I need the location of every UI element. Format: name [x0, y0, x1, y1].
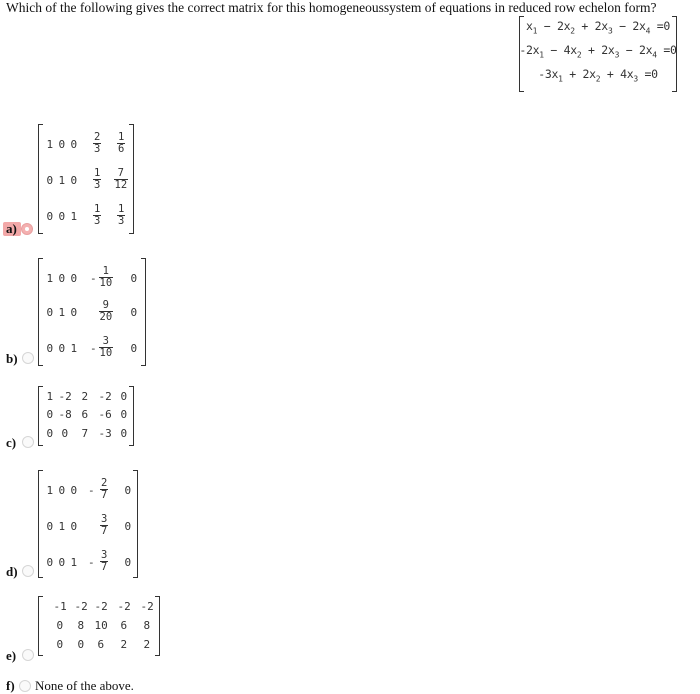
option-b-matrix — [38, 258, 146, 366]
matrix-left-bracket — [38, 596, 43, 656]
matrix-entry: 0 — [70, 272, 78, 285]
denominator: 3 — [94, 215, 101, 227]
matrix-entry: 0 — [46, 427, 54, 440]
matrix-entry: 6 — [120, 619, 128, 632]
option-e-matrix — [38, 596, 160, 656]
option-e-radio[interactable] — [22, 649, 34, 661]
matrix-entry: 0 — [56, 619, 64, 632]
option-b-radio[interactable] — [22, 352, 34, 364]
denominator: 3 — [118, 215, 125, 227]
matrix-entry: -2 — [58, 390, 72, 403]
option-c-radio[interactable] — [22, 436, 34, 448]
matrix-fraction — [114, 168, 129, 191]
matrix-entry: 2 — [143, 638, 151, 651]
equation-term: − 2x — [612, 19, 646, 33]
matrix-entry: 0 — [58, 342, 66, 355]
option-d-matrix — [38, 470, 138, 578]
matrix-left-bracket — [38, 258, 43, 366]
matrix-entry: 0 — [70, 306, 78, 319]
equation-term: -2x — [519, 43, 540, 57]
matrix-entry: -2 — [140, 600, 154, 613]
equation-term: =0 — [637, 67, 658, 81]
matrix-right-bracket — [133, 470, 138, 578]
denominator: 10 — [99, 347, 113, 359]
matrix-entry: 1 — [58, 174, 66, 187]
denominator: 7 — [101, 489, 108, 501]
matrix-entry: 6 — [81, 408, 89, 421]
matrix-entry: 0 — [58, 138, 66, 151]
equation-term: − 2x — [537, 19, 571, 33]
minus-sign: - — [90, 272, 97, 285]
matrix-fraction — [100, 514, 108, 537]
subscript: 1 — [532, 26, 538, 36]
denominator: 12 — [114, 179, 128, 191]
matrix-entry: 1 — [46, 484, 54, 497]
equation-term: -3x — [538, 67, 559, 81]
matrix-entry: 1 — [58, 520, 66, 533]
denominator: 7 — [101, 525, 108, 537]
option-f-radio[interactable] — [19, 680, 31, 692]
matrix-entry: 0 — [46, 210, 54, 223]
matrix-entry: 0 — [70, 520, 78, 533]
equation-term: x — [526, 19, 533, 33]
denominator: 3 — [94, 143, 101, 155]
equation-term: =0 — [656, 43, 677, 57]
equation-term: − 2x — [619, 43, 653, 57]
matrix-fraction — [99, 266, 114, 289]
matrix-entry: 6 — [97, 638, 105, 651]
subscript: 1 — [539, 50, 544, 60]
matrix-entry: 0 — [46, 174, 54, 187]
option-f-label: f) — [6, 678, 15, 693]
matrix-entry: -2 — [98, 390, 112, 403]
equation-term: + 2x — [562, 67, 596, 81]
matrix-entry: 8 — [77, 619, 85, 632]
numerator: 1 — [118, 203, 125, 215]
matrix-right-bracket — [155, 596, 160, 656]
option-f-text: None of the above. — [35, 678, 134, 693]
matrix-entry: 1 — [70, 556, 78, 569]
matrix-right-bracket — [141, 258, 146, 366]
matrix-entry: 2 — [81, 390, 89, 403]
option-a-label: a) — [6, 221, 17, 236]
matrix-entry: 0 — [46, 342, 54, 355]
matrix-entry: 1 — [58, 306, 66, 319]
matrix-entry: 1 — [46, 272, 54, 285]
denominator: 3 — [94, 179, 101, 191]
matrix-fraction — [93, 168, 101, 191]
option-c-label: c) — [6, 435, 17, 450]
matrix-right-bracket — [129, 124, 134, 234]
matrix-entry: 10 — [94, 619, 108, 632]
matrix-entry: 0 — [130, 272, 138, 285]
matrix-entry: 0 — [120, 390, 128, 403]
matrix-entry: 0 — [58, 272, 66, 285]
matrix-entry: 0 — [77, 638, 85, 651]
minus-sign: - — [88, 484, 95, 497]
matrix-entry: -2 — [117, 600, 131, 613]
denominator: 10 — [99, 277, 113, 289]
matrix-fraction — [93, 132, 101, 155]
numerator: 1 — [94, 167, 101, 179]
matrix-entry: 2 — [120, 638, 128, 651]
option-d-radio[interactable] — [22, 565, 34, 577]
subscript: 4 — [645, 26, 651, 36]
denominator: 7 — [101, 561, 108, 573]
subscript: 4 — [652, 50, 657, 60]
numerator: 9 — [102, 299, 109, 311]
equation-2 — [519, 43, 677, 59]
matrix-entry: 0 — [70, 484, 78, 497]
matrix-entry: -6 — [98, 408, 112, 421]
matrix-right-bracket — [129, 386, 134, 446]
subscript: 1 — [558, 74, 563, 84]
option-e-label: e) — [6, 648, 17, 663]
matrix-fraction — [93, 204, 101, 227]
matrix-entry: 0 — [124, 520, 132, 533]
matrix-entry: -8 — [58, 408, 72, 421]
subscript: 2 — [570, 26, 575, 36]
equation-term: =0 — [650, 19, 670, 33]
equation-term: + 2x — [574, 19, 608, 33]
matrix-entry: 0 — [46, 556, 54, 569]
matrix-fraction — [117, 204, 125, 227]
numerator: 2 — [94, 131, 101, 143]
matrix-entry: 0 — [58, 484, 66, 497]
option-a-matrix — [38, 124, 134, 234]
matrix-entry: 0 — [130, 306, 138, 319]
matrix-entry: 0 — [56, 638, 64, 651]
numerator: 7 — [117, 167, 124, 179]
matrix-entry: -1 — [53, 600, 67, 613]
matrix-entry: 8 — [143, 619, 151, 632]
subscript: 3 — [633, 74, 638, 84]
matrix-entry: 0 — [120, 427, 128, 440]
matrix-fraction — [100, 478, 108, 501]
matrix-fraction — [99, 336, 114, 359]
matrix-entry: 7 — [81, 427, 89, 440]
option-a-radio[interactable] — [21, 223, 33, 235]
matrix-entry: -2 — [94, 600, 108, 613]
matrix-entry: 1 — [46, 138, 54, 151]
subscript: 2 — [576, 50, 582, 60]
numerator: 1 — [102, 265, 109, 277]
numerator: 1 — [94, 203, 101, 215]
matrix-left-bracket — [38, 470, 43, 578]
matrix-entry: 0 — [124, 484, 132, 497]
matrix-entry: 0 — [61, 427, 69, 440]
matrix-entry: 0 — [46, 520, 54, 533]
matrix-entry: 0 — [120, 408, 128, 421]
numerator: 3 — [102, 335, 109, 347]
denominator: 6 — [118, 143, 125, 155]
equation-term: − 4x — [543, 43, 577, 57]
option-d-label: d) — [6, 564, 18, 579]
matrix-entry: 1 — [70, 342, 78, 355]
matrix-entry: 1 — [70, 210, 78, 223]
numerator: 2 — [101, 477, 108, 489]
option-c-matrix — [38, 386, 134, 446]
matrix-fraction — [100, 550, 108, 573]
matrix-entry: 0 — [46, 306, 54, 319]
equation-term: + 2x — [581, 43, 615, 57]
matrix-entry: -2 — [74, 600, 88, 613]
denominator: 20 — [99, 311, 113, 323]
numerator: 3 — [101, 549, 108, 561]
equation-term: + 4x — [600, 67, 634, 81]
matrix-entry: 1 — [46, 390, 54, 403]
matrix-fraction — [99, 300, 114, 323]
matrix-entry: 0 — [46, 408, 54, 421]
matrix-fraction — [117, 132, 125, 155]
matrix-left-bracket — [38, 386, 43, 446]
subscript: 2 — [595, 74, 601, 84]
question-text: Which of the following gives the correct matrix for this homogeneoussystem of equations in reduced row echelon form? — [6, 0, 657, 15]
minus-sign: - — [88, 556, 95, 569]
matrix-entry: 0 — [70, 174, 78, 187]
matrix-left-bracket — [38, 124, 43, 234]
option-b-label: b) — [6, 351, 18, 366]
subscript: 3 — [614, 50, 620, 60]
subscript: 3 — [607, 26, 613, 36]
matrix-entry: -3 — [98, 427, 112, 440]
equation-3 — [519, 67, 677, 83]
numerator: 3 — [101, 513, 108, 525]
matrix-entry: 0 — [58, 556, 66, 569]
matrix-entry: 0 — [58, 210, 66, 223]
matrix-entry: 0 — [70, 138, 78, 151]
minus-sign: - — [90, 342, 97, 355]
equation-1 — [519, 19, 677, 35]
matrix-entry: 0 — [130, 342, 138, 355]
matrix-entry: 0 — [124, 556, 132, 569]
numerator: 1 — [118, 131, 125, 143]
equation-system — [519, 16, 677, 92]
